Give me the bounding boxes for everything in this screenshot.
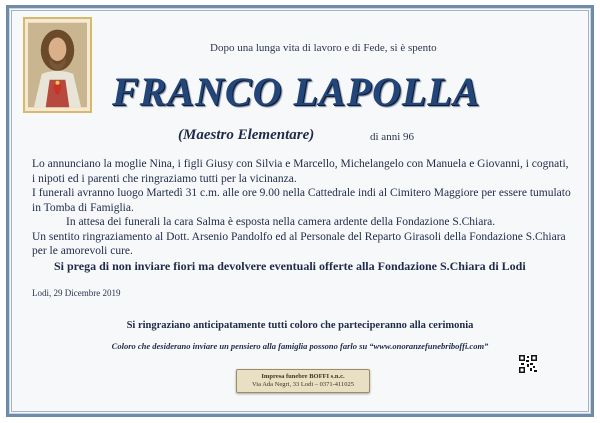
funeral-home-plaque xyxy=(236,369,370,393)
thanks-text: Si ringraziano anticipatamente tutti coloro che parteciperanno alla cerimonia xyxy=(126,320,474,331)
funeral-paragraph: I funerali avranno luogo Martedì 31 c.m. alle ore 9.00 nella Cattedrale indi al Cimitero Maggiore per essere tumulato in Tomba di Famiglia. xyxy=(32,187,571,214)
intro-text: Dopo una lunga vita di lavoro e di Fede, si è spento xyxy=(210,42,437,54)
qr-code-icon xyxy=(519,355,537,373)
deceased-name: FRANCO LAPOLLA xyxy=(112,69,481,114)
contact-text: Coloro che desiderano inviare un pensiero alla famiglia possono farlo su “www.onoranzefunebriboffi.com” xyxy=(111,341,489,351)
wake-paragraph: In attesa dei funerali la cara Salma è esposta nella camera ardente della Fondazione S.Chiara. xyxy=(66,216,496,228)
funeral-home-name: Impresa funebre BOFFI s.n.c. xyxy=(261,373,345,380)
date-text: Lodi, 29 Dicembre 2019 xyxy=(32,288,121,298)
acknowledgement-paragraph: Un sentito ringraziamento al Dott. Arsenio Pandolfo ed al Personale del Reparto Girasoli della Fondazione S.Chiara per le amorevoli cure. xyxy=(32,230,566,257)
portrait-image xyxy=(23,17,92,113)
donation-request: Si prega di non inviare fiori ma devolvere eventuali offerte alla Fondazione S.Chiara di Lodi xyxy=(54,258,526,273)
sacred-heart-icon xyxy=(28,22,87,108)
announcement-paragraph: Lo annunciano la moglie Nina, i figli Giusy con Silvia e Marcello, Michelangelo con Manuela e Giovanni, i cognati, i nipoti ed i parenti che ringraziamo tutti per la vicinanza. xyxy=(32,158,569,185)
announcement-body xyxy=(32,157,572,273)
profession-title: (Maestro Elementare) xyxy=(178,127,315,143)
age-text: di anni 96 xyxy=(370,131,414,143)
funeral-home-address: Via Ada Negri, 33 Lodi – 0371-411025 xyxy=(251,381,355,388)
